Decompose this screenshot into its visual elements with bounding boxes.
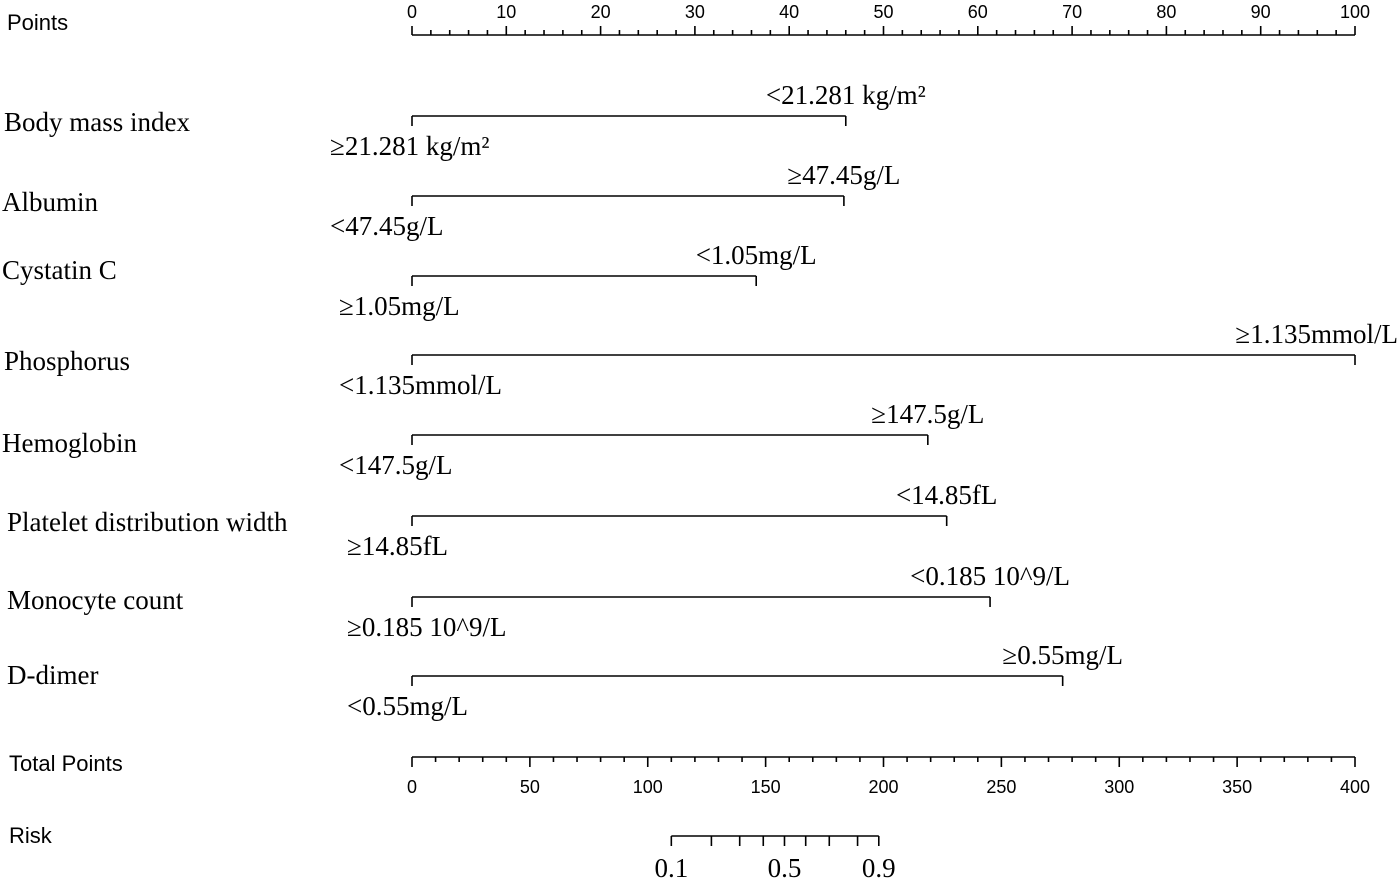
variable-end-level-label: ≥1.135mmol/L <box>1235 319 1398 349</box>
variable-end-level-label: <14.85fL <box>895 480 998 510</box>
total-points-tick-label: 100 <box>632 777 663 797</box>
variable-zero-level-label: ≥21.281 kg/m² <box>330 131 490 161</box>
variable-end-level-label: ≥0.55mg/L <box>1002 640 1123 670</box>
points-axis-tick-label: 70 <box>1062 2 1083 22</box>
points-axis-tick-label: 100 <box>1339 2 1371 22</box>
risk-tick-label: 0.5 <box>767 853 802 882</box>
total-points-tick-label: 250 <box>986 777 1017 797</box>
points-axis-tick-label: 40 <box>779 2 800 22</box>
variable-zero-level-label: <47.45g/L <box>330 211 444 241</box>
variable-name-label: Monocyte count <box>7 585 184 615</box>
variable-zero-level-label: <0.55mg/L <box>347 691 468 721</box>
points-axis-tick-label: 90 <box>1250 2 1271 22</box>
risk-tick-label: 0.9 <box>861 853 896 882</box>
variable-zero-level-label: <147.5g/L <box>339 450 453 480</box>
total-points-tick-label: 300 <box>1104 777 1135 797</box>
points-axis-tick-label: 80 <box>1156 2 1177 22</box>
variable-end-level-label: <21.281 kg/m² <box>765 80 926 110</box>
points-axis-tick-label: 20 <box>590 2 611 22</box>
total-points-axis-title: Total Points <box>9 751 123 776</box>
variable-zero-level-label: ≥1.05mg/L <box>339 291 460 321</box>
variable-zero-level-label: <1.135mmol/L <box>339 370 502 400</box>
variable-end-level-label: <1.05mg/L <box>695 240 817 270</box>
variable-end-level-label: ≥47.45g/L <box>787 160 901 190</box>
points-axis-tick-label: 60 <box>967 2 988 22</box>
risk-tick-label: 0.1 <box>654 853 689 882</box>
total-points-tick-label: 200 <box>868 777 899 797</box>
total-points-tick-label: 150 <box>750 777 781 797</box>
variable-name-label: Body mass index <box>4 107 190 137</box>
total-points-tick-label: 400 <box>1339 777 1371 797</box>
variable-name-label: D-dimer <box>7 660 99 690</box>
variable-end-level-label: ≥147.5g/L <box>871 399 985 429</box>
variable-name-label: Albumin <box>2 187 99 217</box>
variable-end-level-label: <0.185 10^9/L <box>910 561 1071 591</box>
total-points-tick-label: 350 <box>1222 777 1253 797</box>
variable-name-label: Platelet distribution width <box>7 507 288 537</box>
points-axis-tick-label: 30 <box>684 2 705 22</box>
points-axis-title: Points <box>7 10 69 35</box>
variable-zero-level-label: ≥14.85fL <box>347 531 449 561</box>
variable-name-label: Phosphorus <box>4 346 131 376</box>
risk-axis-title: Risk <box>9 823 52 848</box>
variable-zero-level-label: ≥0.185 10^9/L <box>347 612 507 642</box>
points-axis-tick-label: 50 <box>873 2 894 22</box>
total-points-tick-label: 0 <box>406 777 418 797</box>
points-axis-tick-label: 10 <box>496 2 517 22</box>
total-points-tick-label: 50 <box>519 777 540 797</box>
variable-name-label: Cystatin C <box>2 255 117 285</box>
points-axis-tick-label: 0 <box>406 2 418 22</box>
variable-name-label: Hemoglobin <box>2 428 137 458</box>
